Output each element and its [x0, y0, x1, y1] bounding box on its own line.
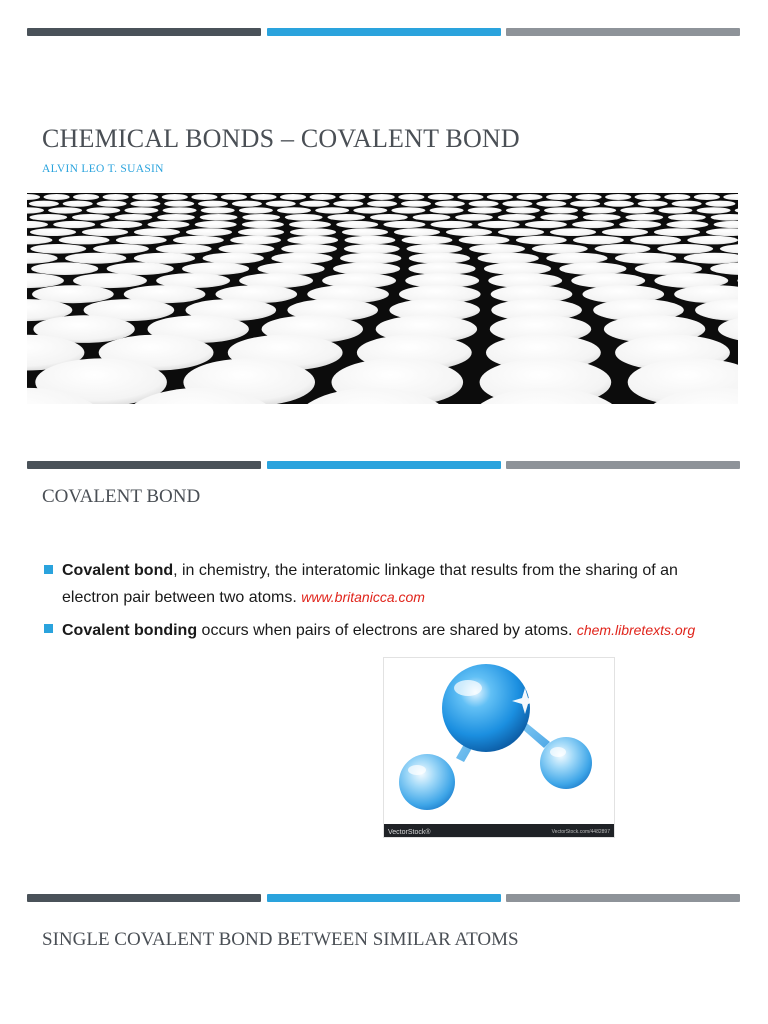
disc-shape [487, 194, 513, 200]
bullet-bold-term: Covalent bond [62, 562, 174, 579]
disc-shape [164, 201, 194, 207]
disc-shape [134, 253, 195, 264]
disc-shape [469, 201, 499, 207]
disc-shape [544, 207, 578, 213]
disc-shape [394, 228, 440, 236]
disc-shape [27, 207, 44, 213]
disc-shape [162, 194, 188, 200]
disc-shape [664, 194, 690, 200]
disc-shape [130, 201, 160, 207]
disc-shape [103, 194, 129, 200]
bullet-square-icon [44, 624, 53, 633]
bullet-body: , in chemistry, the interatomic linkage that results from the sharing of an electron pair between two atoms. [62, 562, 678, 606]
disc-shape [605, 194, 631, 200]
disc-shape [201, 207, 235, 213]
bullet-square-icon [44, 565, 53, 574]
slide1-author: ALVIN LEO T. SUASIN [42, 163, 164, 175]
disc-shape [435, 201, 465, 207]
disc-grid-image [27, 193, 738, 404]
disc-shape [516, 194, 542, 200]
disc-shape [132, 194, 158, 200]
disc-shape [344, 244, 400, 254]
disc-shape [27, 194, 40, 200]
disc-shape [570, 201, 600, 207]
disc-shape [63, 201, 93, 207]
disc-shape [684, 253, 738, 264]
disc-shape [115, 214, 153, 221]
disc-shape [44, 194, 70, 200]
watermark-id: VectorStock.com/4482897 [551, 829, 610, 835]
disc-shape [289, 221, 331, 228]
disc-shape [367, 201, 397, 207]
disc-shape [287, 236, 338, 245]
disc-shape [735, 207, 738, 213]
disc-shape [238, 228, 284, 236]
disc-shape [457, 194, 483, 200]
disc-shape [428, 194, 454, 200]
disc-shape [72, 214, 110, 221]
header-bar-dark [27, 28, 261, 36]
disc-shape [706, 228, 738, 236]
header-bar-dark [27, 894, 261, 902]
disc-shape [705, 201, 735, 207]
disc-shape [630, 236, 681, 245]
disc-shape [407, 244, 463, 254]
slide-header-bars [27, 894, 740, 902]
disc-shape [157, 214, 195, 221]
disc-shape [602, 228, 648, 236]
disc-shape [300, 201, 330, 207]
disc-shape [186, 228, 232, 236]
disc-shape [576, 194, 602, 200]
disc-shape [100, 221, 142, 228]
disc-shape [345, 236, 396, 245]
disc-shape [27, 221, 48, 228]
disc-shape [277, 207, 311, 213]
disc-shape [687, 236, 738, 245]
disc-shape [604, 201, 634, 207]
disc-shape [573, 236, 624, 245]
disc-shape [714, 221, 738, 228]
disc-shape [658, 207, 692, 213]
disc-shape [369, 194, 395, 200]
disc-shape [93, 244, 149, 254]
disc-shape [478, 221, 520, 228]
disc-shape [271, 253, 332, 264]
disc-shape [550, 228, 596, 236]
header-bar-gray [506, 461, 740, 469]
header-bar-blue [267, 461, 501, 469]
slide-header-bars [27, 28, 740, 36]
disc-shape [73, 194, 99, 200]
disc-shape [668, 214, 706, 221]
disc-shape [525, 221, 567, 228]
disc-shape [156, 244, 212, 254]
disc-shape [431, 221, 473, 228]
disc-shape [198, 201, 228, 207]
disc-shape [498, 214, 536, 221]
disc-shape [506, 207, 540, 213]
disc-shape [59, 236, 110, 245]
disc-shape [27, 236, 52, 245]
disc-shape [370, 214, 408, 221]
header-bar-gray [506, 894, 740, 902]
disc-shape [333, 201, 363, 207]
disc-shape [53, 221, 95, 228]
water-molecule-image [383, 657, 615, 838]
disc-shape [546, 253, 607, 264]
disc-shape [484, 262, 551, 275]
disc-shape [219, 244, 275, 254]
disc-shape [221, 194, 247, 200]
disc-shape [148, 221, 190, 228]
disc-shape [353, 207, 387, 213]
slide2-title: COVALENT BOND [42, 486, 201, 507]
disc-shape [455, 214, 493, 221]
disc-shape [97, 201, 127, 207]
disc-shape [266, 201, 296, 207]
disc-shape [413, 214, 451, 221]
disc-shape [310, 194, 336, 200]
disc-shape [195, 221, 237, 228]
source-link[interactable]: www.britanicca.com [301, 589, 425, 605]
bullet-item [44, 617, 704, 644]
disc-shape [124, 207, 158, 213]
disc-shape [280, 194, 306, 200]
disc-shape [430, 207, 464, 213]
disc-shape [342, 228, 388, 236]
disc-shape [532, 244, 588, 254]
disc-shape [391, 207, 425, 213]
header-bar-gray [506, 28, 740, 36]
disc-shape [232, 201, 262, 207]
disc-shape [478, 253, 539, 264]
disc-shape [498, 228, 544, 236]
disc-shape [615, 253, 676, 264]
disc-shape [666, 221, 708, 228]
disc-shape [327, 214, 365, 221]
disc-shape [595, 244, 651, 254]
disc-shape [29, 201, 59, 207]
disc-shape [239, 207, 273, 213]
disc-shape [572, 221, 614, 228]
disc-shape [242, 221, 284, 228]
header-bar-blue [267, 894, 501, 902]
disc-shape [173, 236, 224, 245]
bullet-text [62, 617, 704, 644]
disc-shape [711, 214, 738, 221]
disc-shape [469, 244, 525, 254]
disc-shape [468, 207, 502, 213]
disc-shape [203, 253, 264, 264]
disc-shape [516, 236, 567, 245]
disc-shape [315, 207, 349, 213]
disc-shape [163, 207, 197, 213]
header-bar-blue [267, 28, 501, 36]
bullet-bold-term: Covalent bonding [62, 622, 198, 639]
water-molecule-icon [384, 658, 614, 824]
disc-shape [242, 214, 280, 221]
slide1-title: CHEMICAL BONDS – COVALENT BOND [42, 124, 520, 153]
disc-shape [398, 194, 424, 200]
bullet-body: occurs when pairs of electrons are shared by atoms. [197, 622, 577, 639]
disc-shape [619, 221, 661, 228]
disc-shape [657, 244, 713, 254]
disc-shape [625, 214, 663, 221]
disc-shape [250, 194, 276, 200]
slide-header-bars [27, 461, 740, 469]
disc-shape [82, 228, 128, 236]
disc-shape [694, 194, 720, 200]
disc-shape [134, 228, 180, 236]
disc-shape [27, 253, 58, 264]
disc-shape [116, 236, 167, 245]
disc-shape [638, 201, 668, 207]
disc-shape [340, 253, 401, 264]
disc-shape [285, 214, 323, 221]
source-link[interactable]: chem.libretexts.org [576, 622, 696, 638]
disc-shape [697, 207, 731, 213]
slide3-title: SINGLE COVALENT BOND BETWEEN SIMILAR ATOMS [42, 929, 519, 950]
disc-shape [191, 194, 217, 200]
disc-shape [446, 228, 492, 236]
disc-shape [502, 201, 532, 207]
disc-shape [107, 262, 174, 275]
disc-shape [339, 194, 365, 200]
disc-shape [459, 236, 510, 245]
disc-shape [86, 207, 120, 213]
disc-shape [710, 262, 738, 275]
watermark-brand: VectorStock® [388, 829, 431, 836]
bullet-text [62, 558, 704, 611]
disc-shape [401, 201, 431, 207]
header-bar-dark [27, 461, 261, 469]
disc-shape [737, 273, 738, 288]
disc-grid-photo [27, 193, 738, 404]
disc-shape [620, 207, 654, 213]
disc-shape [30, 244, 86, 254]
disc-shape [536, 201, 566, 207]
image-watermark-bar [384, 824, 614, 837]
disc-shape [672, 201, 702, 207]
disc-shape [583, 214, 621, 221]
disc-shape [281, 244, 337, 254]
disc-shape [48, 207, 82, 213]
disc-shape [582, 207, 616, 213]
disc-shape [30, 228, 76, 236]
disc-shape [31, 262, 98, 275]
disc-shape [383, 221, 425, 228]
disc-shape [333, 262, 400, 275]
disc-shape [720, 244, 738, 254]
disc-shape [654, 228, 700, 236]
disc-shape [559, 262, 626, 275]
disc-shape [258, 262, 325, 275]
disc-shape [723, 194, 738, 200]
disc-shape [290, 228, 336, 236]
disc-shape [65, 253, 126, 264]
disc-shape [200, 214, 238, 221]
disc-shape [540, 214, 578, 221]
disc-shape [336, 221, 378, 228]
bullet-item [44, 558, 704, 611]
disc-shape [635, 194, 661, 200]
disc-shape [230, 236, 281, 245]
disc-shape [546, 194, 572, 200]
disc-shape [29, 214, 67, 221]
disc-shape [402, 236, 453, 245]
disc-shape [409, 253, 470, 264]
